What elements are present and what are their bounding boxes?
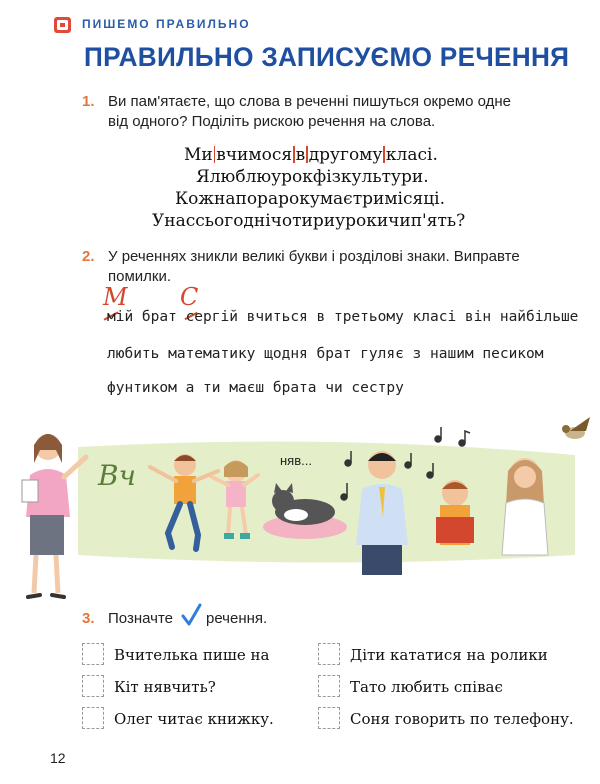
- option-checkbox[interactable]: [82, 643, 104, 665]
- speech-text: няв...: [280, 453, 312, 468]
- divider-mark: [383, 146, 385, 163]
- book-icon: [52, 14, 74, 36]
- correction-letter-m: М: [103, 283, 128, 311]
- word: в: [295, 145, 306, 165]
- checkmark-icon: [180, 602, 202, 628]
- task2-line-3: фунтиком а ти маєш брата чи сестру: [107, 380, 404, 396]
- option-text: Тато любить співає: [350, 678, 503, 696]
- option-text: Вчителька пише на: [114, 646, 270, 664]
- correction-letter-s: С: [180, 283, 199, 311]
- bird-figure: [562, 417, 590, 439]
- task1-sentence-1: [184, 145, 438, 165]
- option-text: Олег читає книжку.: [114, 710, 274, 728]
- option-checkbox[interactable]: [82, 707, 104, 729]
- option-text: Діти кататися на ролики: [350, 646, 548, 664]
- task1-instruction: Ви пам'ятаєте, що слова в реченні пишуться окремо одне від одного? Поділіть рискою речення на слова.: [108, 93, 512, 130]
- task3-number: 3.: [82, 610, 95, 627]
- page-title: ПРАВИЛЬНО ЗАПИСУЄМО РЕЧЕННЯ: [84, 42, 570, 72]
- girl-right: [502, 458, 548, 555]
- option-text: Соня говорить по телефону.: [350, 710, 574, 728]
- task1-sentence-4: Унассьогоднічотириурокичип'ять?: [152, 211, 466, 231]
- word: Ми: [184, 145, 213, 165]
- section-label: ПИШЕМО ПРАВИЛЬНО: [82, 17, 251, 31]
- task1-number: 1.: [82, 93, 95, 110]
- option-checkbox[interactable]: [82, 675, 104, 697]
- task2-line-1: мій брат сергій вчиться в третьому класі він найбільше: [107, 309, 579, 325]
- teacher-figure: [22, 434, 86, 597]
- option-checkbox[interactable]: [318, 643, 340, 665]
- option-checkbox[interactable]: [318, 707, 340, 729]
- task2-number: 2.: [82, 248, 95, 265]
- page-number: 12: [50, 750, 66, 766]
- word: вчимося: [216, 145, 293, 165]
- word: класі.: [385, 145, 438, 165]
- classroom-illustration: [0, 405, 600, 620]
- word: другому: [308, 145, 383, 165]
- option-text: Кіт нявчить?: [114, 678, 216, 696]
- divider-mark: [306, 146, 308, 163]
- task2-instruction: У реченнях зникли великі букви і розділові знаки. Виправте помилки.: [108, 248, 520, 285]
- task3-label-end: речення.: [206, 610, 268, 627]
- divider-mark: [293, 146, 295, 163]
- task1-sentence-2: Ялюблюурокфізкультури.: [196, 167, 429, 187]
- option-checkbox[interactable]: [318, 675, 340, 697]
- task1-sentence-3: Кожнапорарокумаєтримісяці.: [175, 189, 445, 209]
- board-text: Вч: [98, 459, 136, 492]
- task3-label: Позначте: [108, 610, 173, 627]
- green-band: [78, 442, 575, 563]
- task2-line-2: любить математику щодня брат гуляє з нашим песиком: [107, 346, 544, 362]
